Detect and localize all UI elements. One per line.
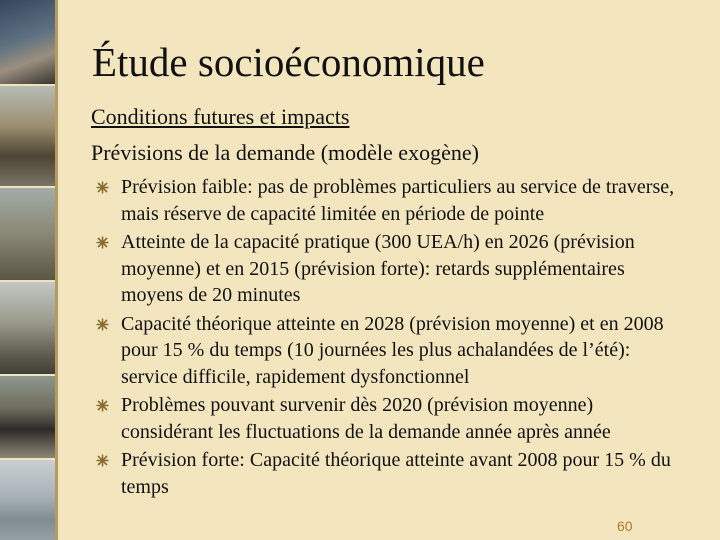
asterisk-bullet-icon <box>96 454 109 467</box>
photo-machinery <box>0 376 55 460</box>
photo-workers <box>0 0 55 86</box>
bullet-text: Problèmes pouvant survenir dès 2020 (prévision moyenne) considérant les fluctuations de la demande année après année <box>121 394 611 443</box>
photo-industrial-site <box>0 282 55 376</box>
bullet-list <box>96 174 686 502</box>
asterisk-bullet-icon <box>96 399 109 412</box>
list-item <box>96 311 686 391</box>
photo-tunnel-road <box>0 86 55 188</box>
list-item <box>96 174 686 227</box>
asterisk-bullet-icon <box>96 181 109 194</box>
decorative-photo-strip <box>0 0 58 540</box>
bullet-text: Prévision forte: Capacité théorique atteinte avant 2008 pour 15 % du temps <box>121 449 671 498</box>
list-item <box>96 229 686 309</box>
list-item <box>96 392 686 445</box>
slide-title: Étude socioéconomique <box>92 39 485 85</box>
subheading-previsions: Prévisions de la demande (modèle exogène) <box>91 140 479 165</box>
bullet-text: Atteinte de la capacité pratique (300 UEA/h) en 2026 (prévision moyenne) et en 2015 (prévision forte): retards supplémentaires moyens de 20 minutes <box>121 231 635 306</box>
asterisk-bullet-icon <box>96 236 109 249</box>
photo-waterfront <box>0 460 55 540</box>
bullet-text: Prévision faible: pas de problèmes particuliers au service de traverse, mais réserve de capacité limitée en période de pointe <box>121 176 675 225</box>
asterisk-bullet-icon <box>96 318 109 331</box>
page-number: 60 <box>617 518 633 534</box>
list-item <box>96 447 686 500</box>
subheading-conditions: Conditions futures et impacts <box>91 104 350 129</box>
photo-road-landscape <box>0 188 55 282</box>
bullet-text: Capacité théorique atteinte en 2028 (prévision moyenne) et en 2008 pour 15 % du temps (10 journées les plus achalandées de l’été): service difficile, rapidement dysfonctionnel <box>121 312 664 388</box>
